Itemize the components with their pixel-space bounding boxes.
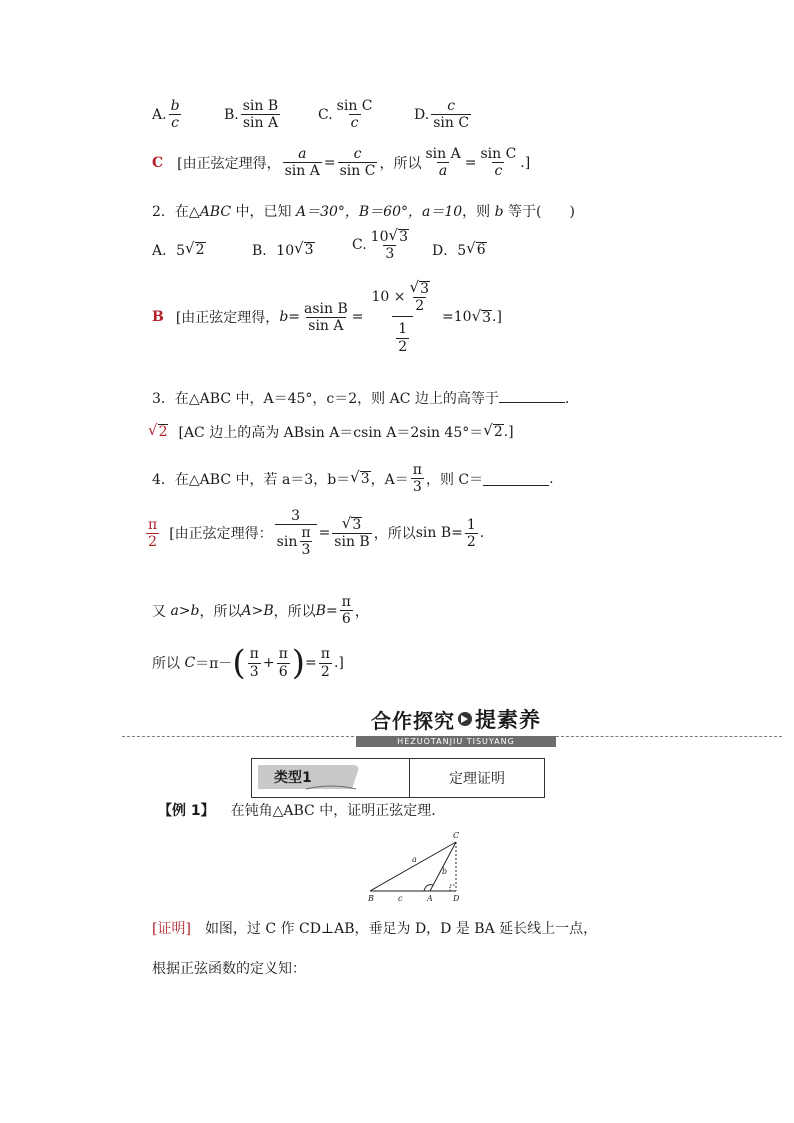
banner-divider-right (556, 736, 782, 737)
q3-solution: √ 2 [AC 边上的高为 ABsin A＝csin A＝2sin 45°＝ √ 2 .] (148, 421, 514, 441)
sqrt-symbol: √ 3 (471, 306, 492, 326)
q2-stem: 2．在△ABC 中，已知 A＝30°，B＝60°，a＝10，则 b 等于( ) (152, 204, 575, 220)
option-fraction: $\frac{\text{sin C}}{c}$ (336, 98, 373, 132)
example-text: 在钝角△ABC 中，证明正弦定理. (230, 803, 436, 819)
q1-option-b (224, 98, 282, 131)
section-banner (356, 704, 556, 746)
answer-blank (483, 471, 549, 486)
q3-stem: 3．在△ABC 中，A＝45°，c＝2，则 AC 边上的高等于 . (152, 388, 569, 408)
side-label-a: a (412, 855, 417, 864)
sqrt-symbol: √ 3 (350, 467, 370, 487)
sqrt-symbol: √ 3 (388, 226, 408, 245)
vertex-label-a: A (427, 894, 433, 903)
proof-line-2: 根据正弦函数的定义知： (152, 961, 306, 977)
q2-option-c: C. 10 √ 3 3 (352, 226, 408, 263)
type-title: 定理证明 (449, 771, 505, 787)
answer-value: √ 2 (148, 421, 168, 441)
option-label: C. (318, 106, 333, 123)
banner-title-left: 合作探究 (371, 708, 455, 733)
q2-option-a: A．5 √ 2 (152, 239, 205, 259)
proof-tag: [证明] (152, 921, 191, 937)
q2-option-d: D．5 √ 6 (432, 239, 486, 259)
answer-letter: B (152, 309, 164, 326)
option-fraction: $\frac{\text{sin B}}{\text{sin A}}$ (242, 98, 279, 132)
answer-blank (499, 388, 565, 403)
sqrt-symbol: √ 3 (294, 239, 314, 259)
banner-subtitle: HEZUOTANJIU TISUYANG (356, 736, 556, 747)
type-label: 类型1 (274, 770, 312, 786)
side-label-c: c (398, 894, 403, 903)
q1-option-a (152, 98, 184, 131)
sqrt-symbol: √ 2 (185, 239, 205, 259)
q1-option-c (318, 98, 377, 131)
vertex-label-b: B (368, 894, 374, 903)
sqrt-symbol: √ 2 (483, 421, 503, 441)
banner-arrow-icon (458, 712, 472, 726)
triangle-figure (360, 828, 470, 908)
banner-title-right: 提素养 (475, 708, 541, 732)
banner-divider-left (122, 736, 354, 737)
option-fraction: $\frac{b}{c}$ (170, 98, 180, 132)
q4-solution-line2: 又 a>b ，所以 A>B ，所以 B = $\frac{\pi}{6}$ ， (152, 594, 369, 628)
q4-stem: 4．在△ABC 中，若 a＝3，b＝ √ 3 ，A＝ $\frac{\pi}{3}$ ，则 C＝ . (152, 462, 554, 496)
option-label: B. (224, 106, 239, 123)
answer-value: $\frac{\pi}{2}$ (148, 516, 158, 550)
example-1 (158, 800, 436, 820)
q2-option-b: B．10 √ 3 (252, 239, 314, 259)
option-fraction: $\frac{c}{\text{sin C}}$ (433, 98, 470, 132)
side-label-b: b (442, 867, 448, 876)
proof-line-1: [证明] 如图，过 C 作 CD⊥AB，垂足为 D，D 是 BA 延长线上一点， (152, 921, 598, 937)
example-tag: 【例 1】 (158, 803, 215, 819)
vertex-label-c: C (453, 831, 460, 840)
q1-solution: C [由正弦定理得， $\frac{a}{\text{sin A}}$ = $\frac{c}{\text{sin C}}$ ，所以 $\frac{\text{sin A}}{a}$ = $\frac{\text{sin C}}{c}$ .] (152, 146, 531, 180)
q1-option-d (414, 98, 473, 131)
sqrt-symbol: √ 6 (466, 239, 486, 259)
vertex-label-d: D (453, 894, 460, 903)
q4-solution-line3: 所以 C ＝π－ ( $\frac{\pi}{3}$ + $\frac{\pi}{6}$ ) = $\frac{\pi}{2}$ .] (152, 643, 344, 683)
answer-letter: C (152, 154, 164, 171)
option-label: D. (414, 106, 430, 123)
q4-solution: $\frac{\pi}{2}$ [由正弦定理得： 3 sin $\frac{\pi}{3}$ = √ 3 sin B ，所以 sin B = $\frac{1}{2}$ . (148, 508, 485, 559)
type-box (251, 758, 545, 798)
option-label: A. (152, 106, 167, 123)
type-label-panel (252, 759, 410, 797)
q2-solution: B [由正弦定理得， b = $\frac{\text{asin B}}{\text{sin A}}$ = 10 × √ 3 2 $\frac{1}{2}$ = 10 √ 3 .] (152, 278, 502, 355)
